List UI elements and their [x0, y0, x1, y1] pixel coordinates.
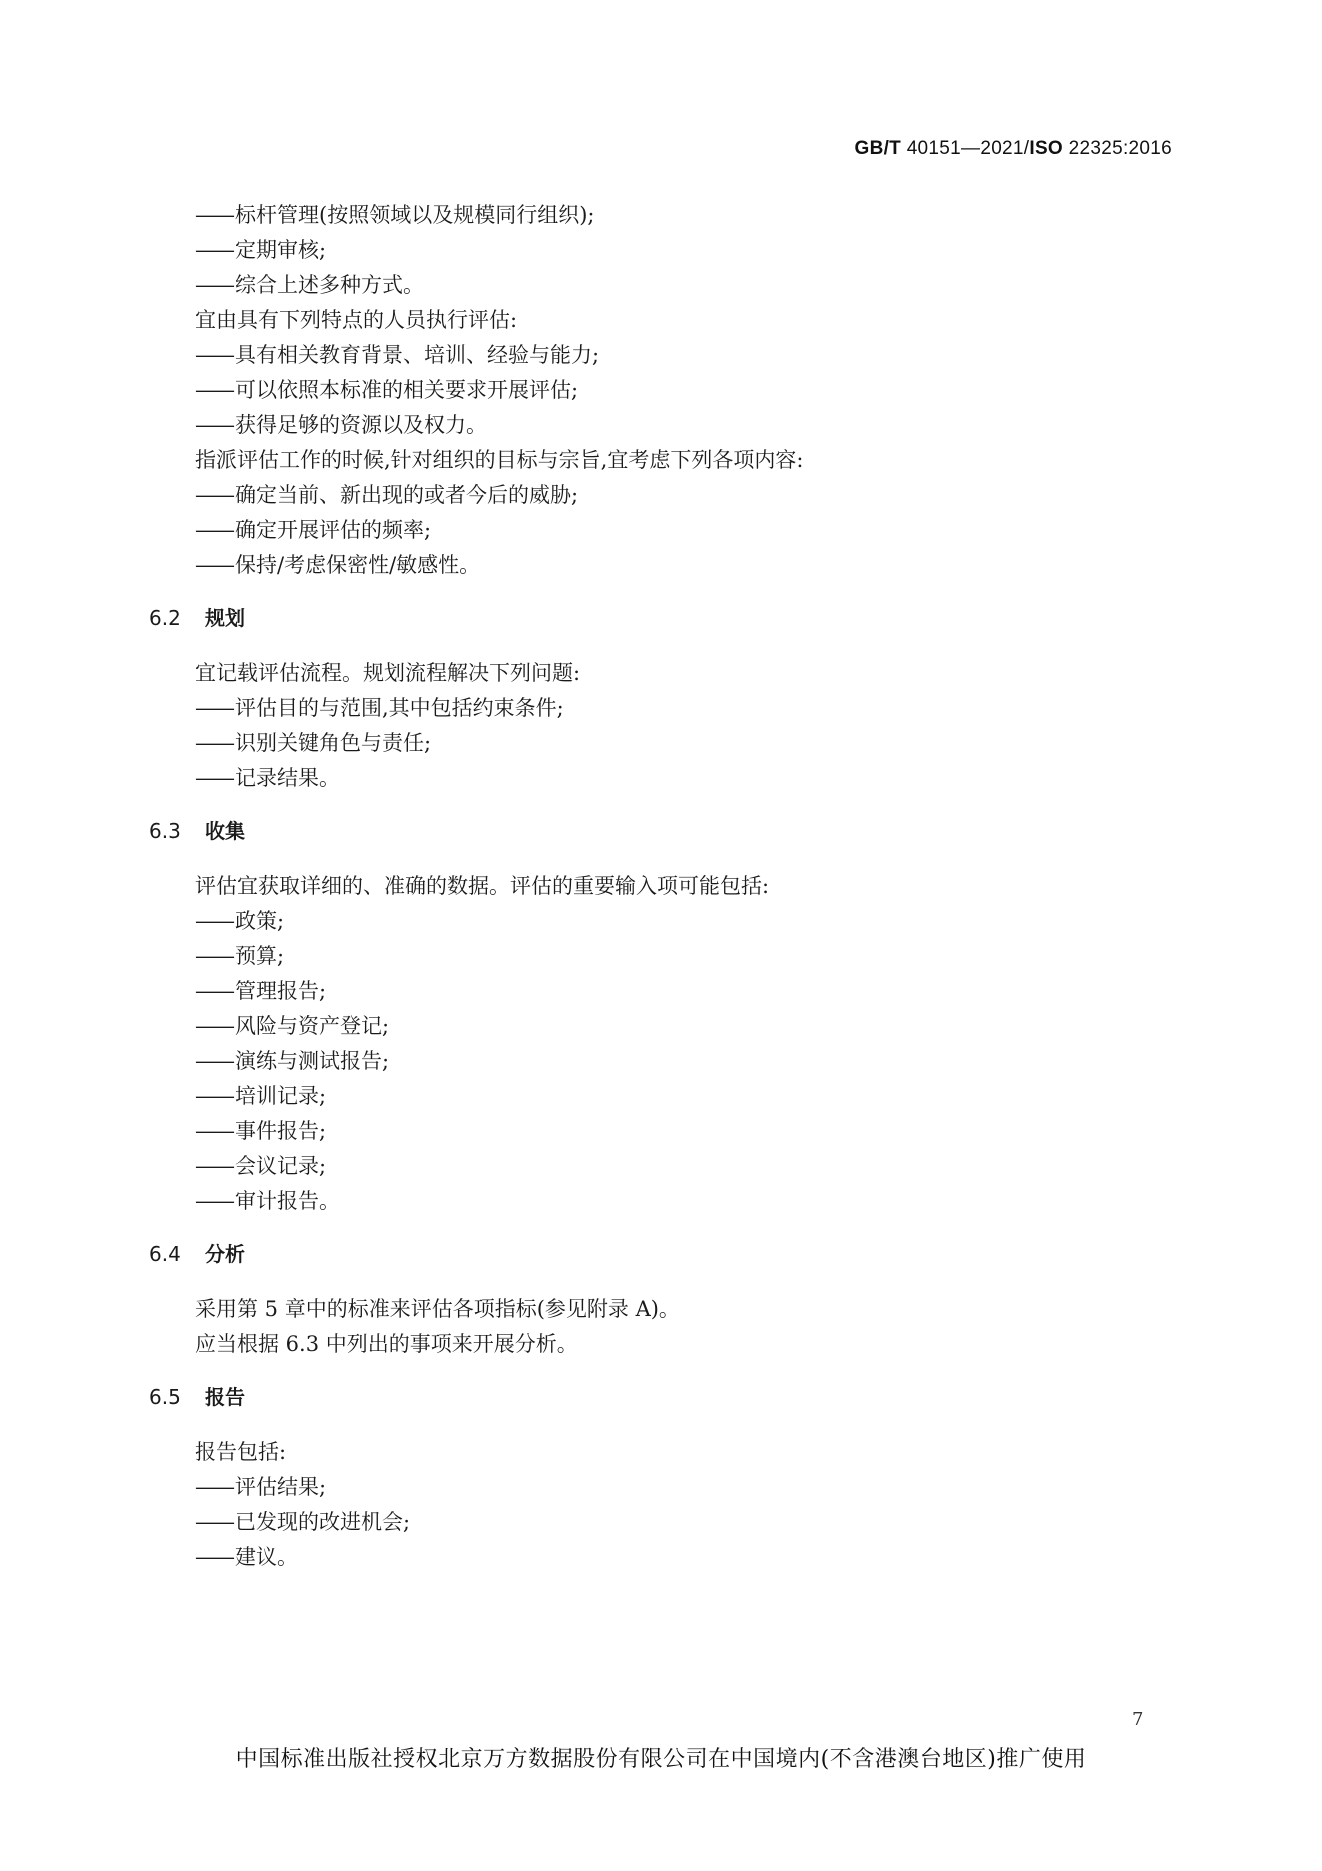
paragraph-intro: 指派评估工作的时候,针对组织的目标与宗旨,宜考虑下列各项内容:: [195, 448, 804, 472]
paragraph: 应当根据 6.3 中列出的事项来开展分析。: [195, 1332, 578, 1356]
list-item: —— 已发现的改进机会;: [195, 1505, 1175, 1540]
standard-prefix: GB/T: [854, 138, 902, 159]
list-item: —— 评估目的与范围,其中包括约束条件;: [195, 691, 1175, 726]
document-code-header: [855, 138, 1173, 160]
paragraph-intro: 评估宜获取详细的、准确的数据。评估的重要输入项可能包括:: [195, 874, 770, 898]
list-item: —— 演练与测试报告;: [195, 1044, 1175, 1079]
list-item: —— 政策;: [195, 904, 1175, 939]
list-item: —— 风险与资产登记;: [195, 1009, 1175, 1044]
list-item: —— 会议记录;: [195, 1149, 1175, 1184]
list-item: —— 可以依照本标准的相关要求开展评估;: [195, 373, 1175, 408]
list-item: —— 建议。: [195, 1540, 1175, 1575]
section-number: 6.5: [149, 1385, 181, 1409]
list-item: —— 评估结果;: [195, 1470, 1175, 1505]
section-heading-6-5: [149, 1380, 1175, 1415]
list-item: —— 保持/考虑保密性/敏感性。: [195, 548, 1175, 583]
section-heading-6-4: [149, 1237, 1175, 1272]
list-item: —— 审计报告。: [195, 1184, 1175, 1219]
list-item: —— 具有相关教育背景、培训、经验与能力;: [195, 338, 1175, 373]
document-body: [149, 198, 1175, 1575]
paragraph-intro: 宜记载评估流程。规划流程解决下列问题:: [195, 661, 581, 685]
section-number: 6.2: [149, 606, 181, 630]
list-item: —— 预算;: [195, 939, 1175, 974]
iso-prefix: ISO: [1029, 138, 1064, 159]
section-title: 报告: [205, 1385, 245, 1409]
list-item: —— 标杆管理(按照领域以及规模同行组织);: [195, 198, 1175, 233]
section-title: 分析: [205, 1242, 245, 1266]
list-item: —— 记录结果。: [195, 761, 1175, 796]
list-item: —— 综合上述多种方式。: [195, 268, 1175, 303]
iso-number: 22325:2016: [1068, 138, 1172, 159]
paragraph-intro: 宜由具有下列特点的人员执行评估:: [195, 308, 518, 332]
list-item: —— 定期审核;: [195, 233, 1175, 268]
list-item: —— 确定当前、新出现的或者今后的威胁;: [195, 478, 1175, 513]
list-item: —— 管理报告;: [195, 974, 1175, 1009]
section-number: 6.4: [149, 1242, 181, 1266]
list-item: —— 识别关键角色与责任;: [195, 726, 1175, 761]
page-number: 7: [1132, 1709, 1144, 1730]
section-heading-6-3: [149, 814, 1175, 849]
list-item: —— 确定开展评估的频率;: [195, 513, 1175, 548]
list-item: —— 事件报告;: [195, 1114, 1175, 1149]
paragraph-intro: 报告包括:: [195, 1440, 287, 1464]
footer-license-notice: 中国标准出版社授权北京万方数据股份有限公司在中国境内(不含港澳台地区)推广使用: [235, 1747, 1087, 1772]
section-title: 规划: [205, 606, 245, 630]
standard-number: 40151—2021/: [906, 138, 1030, 159]
list-item: —— 培训记录;: [195, 1079, 1175, 1114]
section-number: 6.3: [149, 819, 181, 843]
paragraph: 采用第 5 章中的标准来评估各项指标(参见附录 A)。: [195, 1297, 680, 1321]
section-heading-6-2: [149, 601, 1175, 636]
list-item: —— 获得足够的资源以及权力。: [195, 408, 1175, 443]
section-title: 收集: [205, 819, 245, 843]
